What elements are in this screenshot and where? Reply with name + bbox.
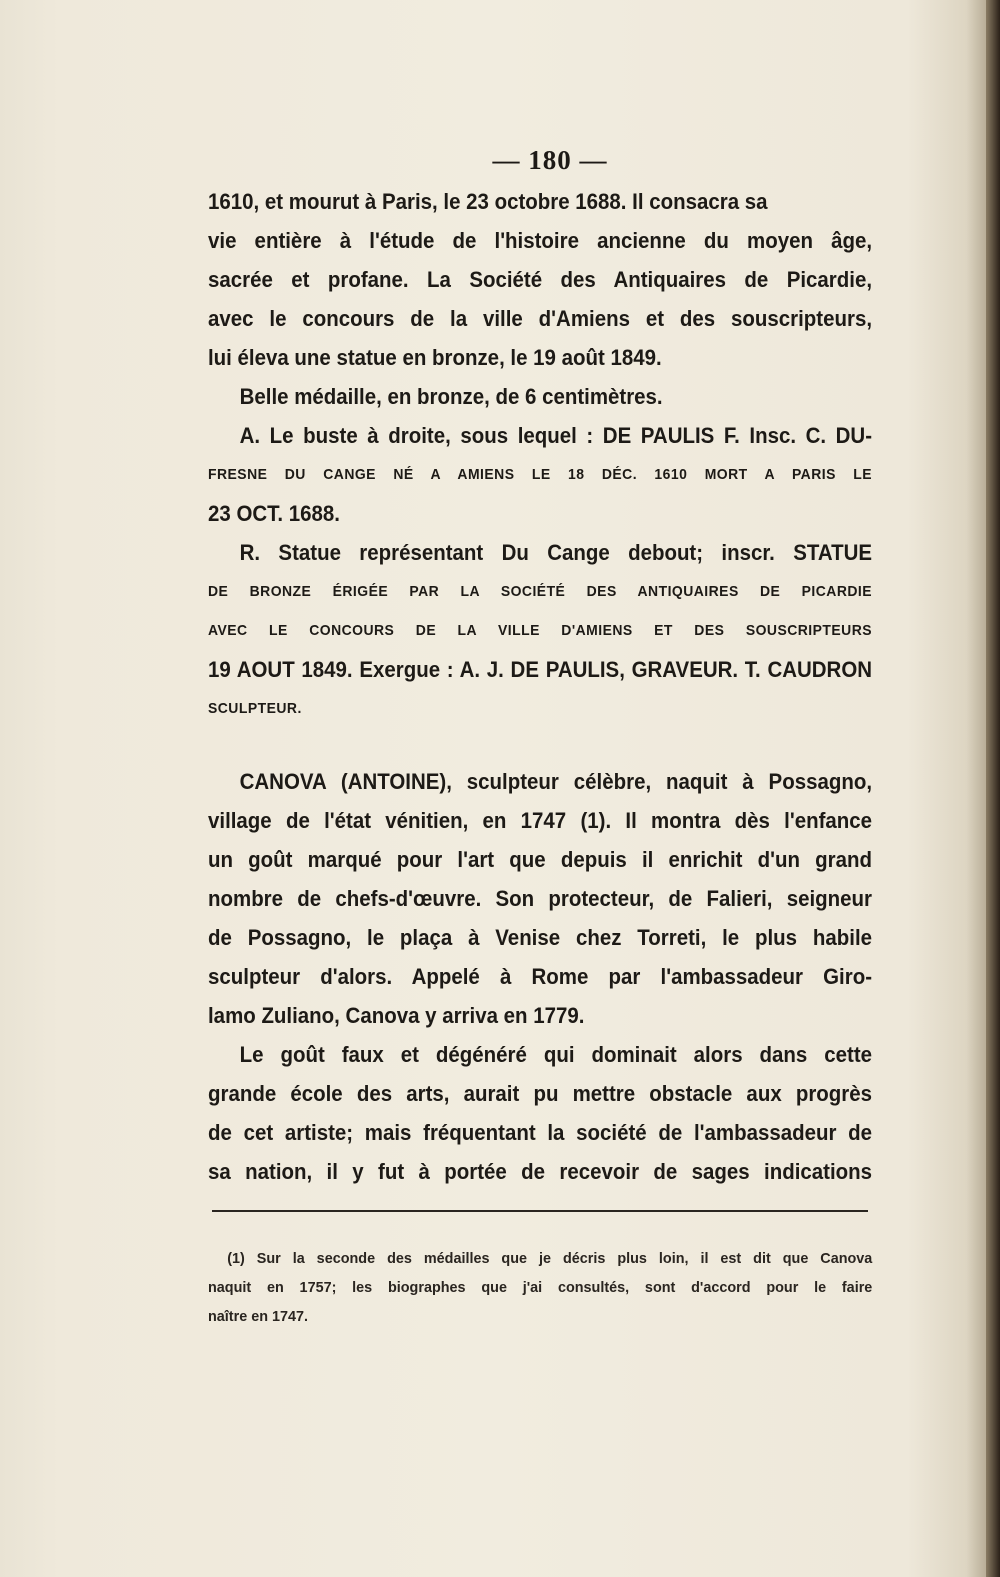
text-line: nombre de chefs-d'œuvre. Son protecteur, de Falieri, seigneur	[208, 886, 873, 911]
text-line: de Possagno, le plaça à Venise chez Torreti, le plus habile	[208, 925, 873, 950]
text-line: 1610, et mourut à Paris, le 23 octobre 1688. Il consacra sa	[208, 189, 768, 214]
text-line: avec le concours de la ville d'Amiens et des souscripteurs,	[208, 306, 873, 331]
footnote-rule	[212, 1210, 868, 1212]
text-line: 19 AOUT 1849. Exergue : A. J. DE PAULIS, GRAVEUR. T. CAUDRON	[208, 657, 873, 682]
paragraph-gap	[208, 728, 872, 762]
text-line: AVEC LE CONCOURS DE LA VILLE D'AMIENS ET DES SOUSCRIPTEURS	[208, 622, 873, 639]
footnotes	[208, 1244, 872, 1331]
footnote-line: naquit en 1757; les biographes que j'ai consultés, sont d'accord pour le faire	[208, 1279, 873, 1296]
text-line: sa nation, il y fut à portée de recevoir de sages indications	[208, 1159, 873, 1184]
footnote-line: naître en 1747.	[208, 1308, 309, 1325]
page-content	[208, 138, 872, 1191]
text-line: vie entière à l'étude de l'histoire ancienne du moyen âge,	[208, 228, 873, 253]
text-line: Le goût faux et dégénéré qui dominait alors dans cette	[239, 1042, 873, 1067]
text-line: 23 OCT. 1688.	[208, 501, 340, 526]
du-cange-entry	[208, 182, 872, 728]
text-line: DE BRONZE ÉRIGÉE PAR LA SOCIÉTÉ DES ANTIQUAIRES DE PICARDIE	[208, 583, 873, 600]
text-line: sacrée et profane. La Société des Antiquaires de Picardie,	[208, 267, 873, 292]
text-line: sculpteur d'alors. Appelé à Rome par l'ambassadeur Giro-	[208, 964, 873, 989]
text-line: A. Le buste à droite, sous lequel : DE PAULIS F. Insc. C. DU-	[239, 423, 873, 448]
text-line: lamo Zuliano, Canova y arriva en 1779.	[208, 1003, 585, 1028]
text-line: CANOVA (ANTOINE), sculpteur célèbre, naquit à Possagno,	[239, 769, 873, 794]
text-line: un goût marqué pour l'art que depuis il enrichit d'un grand	[208, 847, 873, 872]
text-line: de cet artiste; mais fréquentant la société de l'ambassadeur de	[208, 1120, 873, 1145]
text-line: village de l'état vénitien, en 1747 (1). Il montra dès l'enfance	[208, 808, 873, 833]
footnote-line: (1) Sur la seconde des médailles que je décris plus loin, il est dit que Canova	[227, 1250, 873, 1267]
text-line: SCULPTEUR.	[208, 700, 302, 717]
page-number: — 180 —	[492, 145, 608, 175]
text-line: lui éleva une statue en bronze, le 19 août 1849.	[208, 345, 662, 370]
text-line: grande école des arts, aurait pu mettre obstacle aux progrès	[208, 1081, 873, 1106]
text-line: Belle médaille, en bronze, de 6 centimètres.	[239, 384, 663, 409]
text-line: FRESNE DU CANGE NÉ A AMIENS LE 18 DÉC. 1610 MORT A PARIS LE	[208, 466, 873, 483]
page-edge-shadow	[986, 0, 1000, 1577]
text-line: R. Statue représentant Du Cange debout; inscr. STATUE	[239, 540, 873, 565]
canova-entry	[208, 762, 872, 1191]
